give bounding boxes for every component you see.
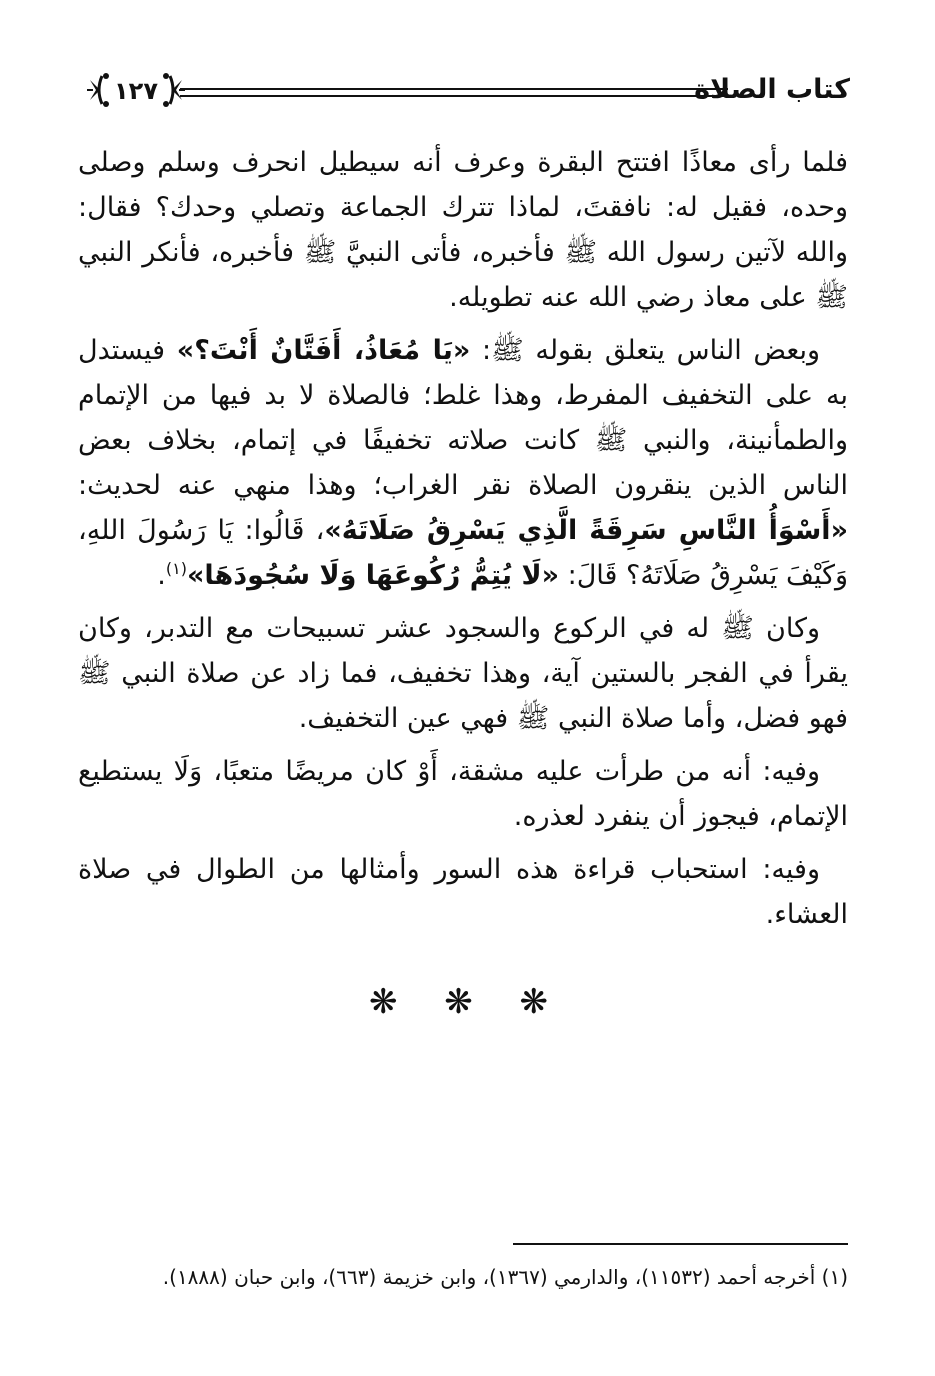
hadith-quote-1: «يَا مُعَاذُ، أَفَتَّانٌ أَنْتَ؟»	[176, 335, 471, 366]
paragraph-2-part-b: فيستدل به على التخفيف المفرط، وهذا غلط؛ فالصلاة لا بد فيها من الإتمام والطمأنينة، والنبي ﷺ كانت صلاته تخفيفًا في إتمام، بخلاف بعض الناس الذين ينقرون الصلاة نقر الغراب؛ وهذا منهي عنه لحديث:	[78, 335, 848, 501]
paragraph-4: وفيه: أنه من طرأت عليه مشقة، أَوْ كان مريضًا متعبًا، وَلَا يستطيع الإتمام، فيجوز أن ينفرد لعذره.	[78, 756, 848, 832]
page-header	[80, 66, 850, 116]
paragraph-2	[78, 328, 848, 598]
hadith-quote-3: «لَا يُتِمُّ رُكُوعَهَا وَلَا سُجُودَهَا»	[186, 560, 560, 591]
page-number-badge	[86, 69, 186, 111]
section-separator-stars-icon: ❋ ❋ ❋	[368, 982, 567, 1022]
footnote-reference[interactable]: (١)	[165, 559, 187, 578]
paragraph-1: فلما رأى معاذًا افتتح البقرة وعرف أنه سيطيل انحرف وسلم وصلى وحده، فقيل له: نافقتَ، لماذا تترك الجماعة وتصلي وحدك؟ فقال: والله لآتين رسول الله ﷺ فأخبره، فأتى النبيَّ ﷺ فأخبره، فأنكر النبي ﷺ على معاذ رضي الله عنه تطويله.	[78, 147, 848, 313]
hadith-quote-2: «أَسْوَأُ النَّاسِ سَرِقَةً الَّذِي يَسْرِقُ صَلَاتَهُ»	[324, 515, 849, 546]
book-title: كتاب الصلاة	[694, 74, 850, 105]
paragraph-2-end: .	[157, 560, 166, 591]
header-rule	[180, 88, 728, 97]
footnote: (١) أخرجه أحمد (١١٥٣٢)، والدارمي (١٣٦٧)، وابن خزيمة (٦٦٣)، وابن حبان (١٨٨٨).	[162, 1265, 848, 1289]
main-text	[78, 140, 848, 945]
paragraph-2-part-c: ، قَالُوا: يَا رَسُولَ اللهِ، وَكَيْفَ يَسْرِقُ صَلَاتَهُ؟ قَالَ:	[78, 515, 848, 591]
paragraph-5: وفيه: استحباب قراءة هذه السور وأمثالها من الطوال في صلاة العشاء.	[78, 854, 848, 930]
paragraph-3: وكان ﷺ له في الركوع والسجود عشر تسبيحات مع التدبر، وكان يقرأ في الفجر بالستين آية، وهذا تخفيف، فما زاد عن صلاة النبي ﷺ فهو فضل، وأما صلاة النبي ﷺ فهي عين التخفيف.	[78, 613, 848, 734]
paragraph-2-part-a: وبعض الناس يتعلق بقوله ﷺ:	[470, 335, 821, 366]
footnote-rule	[513, 1243, 848, 1245]
page-number: ١٢٧	[114, 77, 158, 105]
